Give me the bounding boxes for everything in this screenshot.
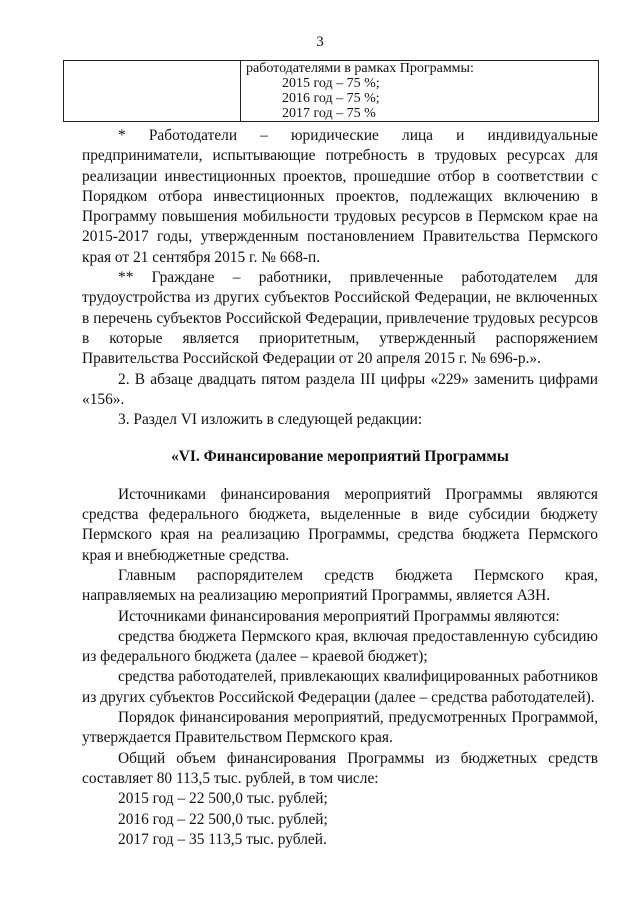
spacer bbox=[82, 430, 598, 447]
funding-year-2017: 2017 год – 35 113,5 тыс. рублей. bbox=[118, 830, 327, 848]
section-paragraph: Источниками финансирования мероприятий Программы являются: bbox=[118, 607, 560, 625]
footnote-citizens: ** Граждане – работники, привлеченные работодателем для трудоустройства из других субъектов Российской Федерации, не включенных в перечень субъектов Российской Федерации, привлечение трудовых ресурсов в которые является приоритетным, утвержденный распоряжением Правительства Российской Федерации от 20 апреля 2015 г. № 696-р.». bbox=[82, 269, 598, 368]
amendment-item-3: 3. Раздел VI изложить в следующей редакции: bbox=[118, 411, 423, 429]
table-line-2015: 2015 год – 75 %; bbox=[282, 76, 380, 91]
spacer bbox=[82, 468, 598, 485]
table-line-2017: 2017 год – 75 % bbox=[282, 106, 376, 121]
section-paragraph: средства работодателей, привлекающих квалифицированных работников из других субъектов Российской Федерации (далее – средства работодателей). bbox=[82, 668, 598, 706]
continuation-table bbox=[63, 60, 599, 122]
section-paragraph: Общий объем финансирования Программы из бюджетных средств составляет 80 113,5 тыс. рублей, в том числе: bbox=[82, 749, 598, 787]
section-paragraph: Главным распорядителем средств бюджета Пермского края, направляемых на реализацию мероприятий Программы, является АЗН. bbox=[82, 566, 598, 605]
funding-year-2016: 2016 год – 22 500,0 тыс. рублей; bbox=[118, 810, 328, 828]
section-heading: «VI. Финансирование мероприятий Программы bbox=[171, 448, 509, 466]
table-row bbox=[64, 61, 599, 122]
table-cell-empty bbox=[64, 61, 241, 122]
footnote-employers: * Работодатели – юридические лица и индивидуальные предприниматели, испытывающие потребность в трудовых ресурсах для реализации инвестиционных проектов, прошедшие отбор в соответствии с Порядком отбора инвестиционных проектов, подлежащих включению в Программу повышения мобильности трудовых ресурсов в Пермском крае на 2015-2017 годы, утвержденным постановлением Правительства Пермского края от 21 сентября 2015 г. № 668-п. bbox=[82, 127, 598, 266]
page-number: 3 bbox=[316, 34, 324, 50]
section-paragraph: Порядок финансирования мероприятий, предусмотренных Программой, утверждается Правительством Пермского края. bbox=[82, 709, 598, 747]
funding-year-2015: 2015 год – 22 500,0 тыс. рублей; bbox=[118, 790, 328, 808]
table-line-2016: 2016 год – 75 %; bbox=[282, 91, 380, 106]
section-paragraph: средства бюджета Пермского края, включая предоставленную субсидию из федерального бюджета (далее – краевой бюджет); bbox=[82, 627, 598, 666]
document-body bbox=[82, 126, 598, 850]
section-paragraph: Источниками финансирования мероприятий Программы являются средства федерального бюджета, выделенные в виде субсидии бюджету Пермского края на реализацию Программы, средства бюджета Пермского края и внебюджетные средства. bbox=[82, 485, 598, 564]
table-cell-content bbox=[241, 61, 599, 122]
amendment-item-2: 2. В абзаце двадцать пятом раздела III цифры «229» заменить цифрами «156». bbox=[82, 370, 598, 408]
table-line: работодателями в рамках Программы: bbox=[246, 61, 474, 76]
